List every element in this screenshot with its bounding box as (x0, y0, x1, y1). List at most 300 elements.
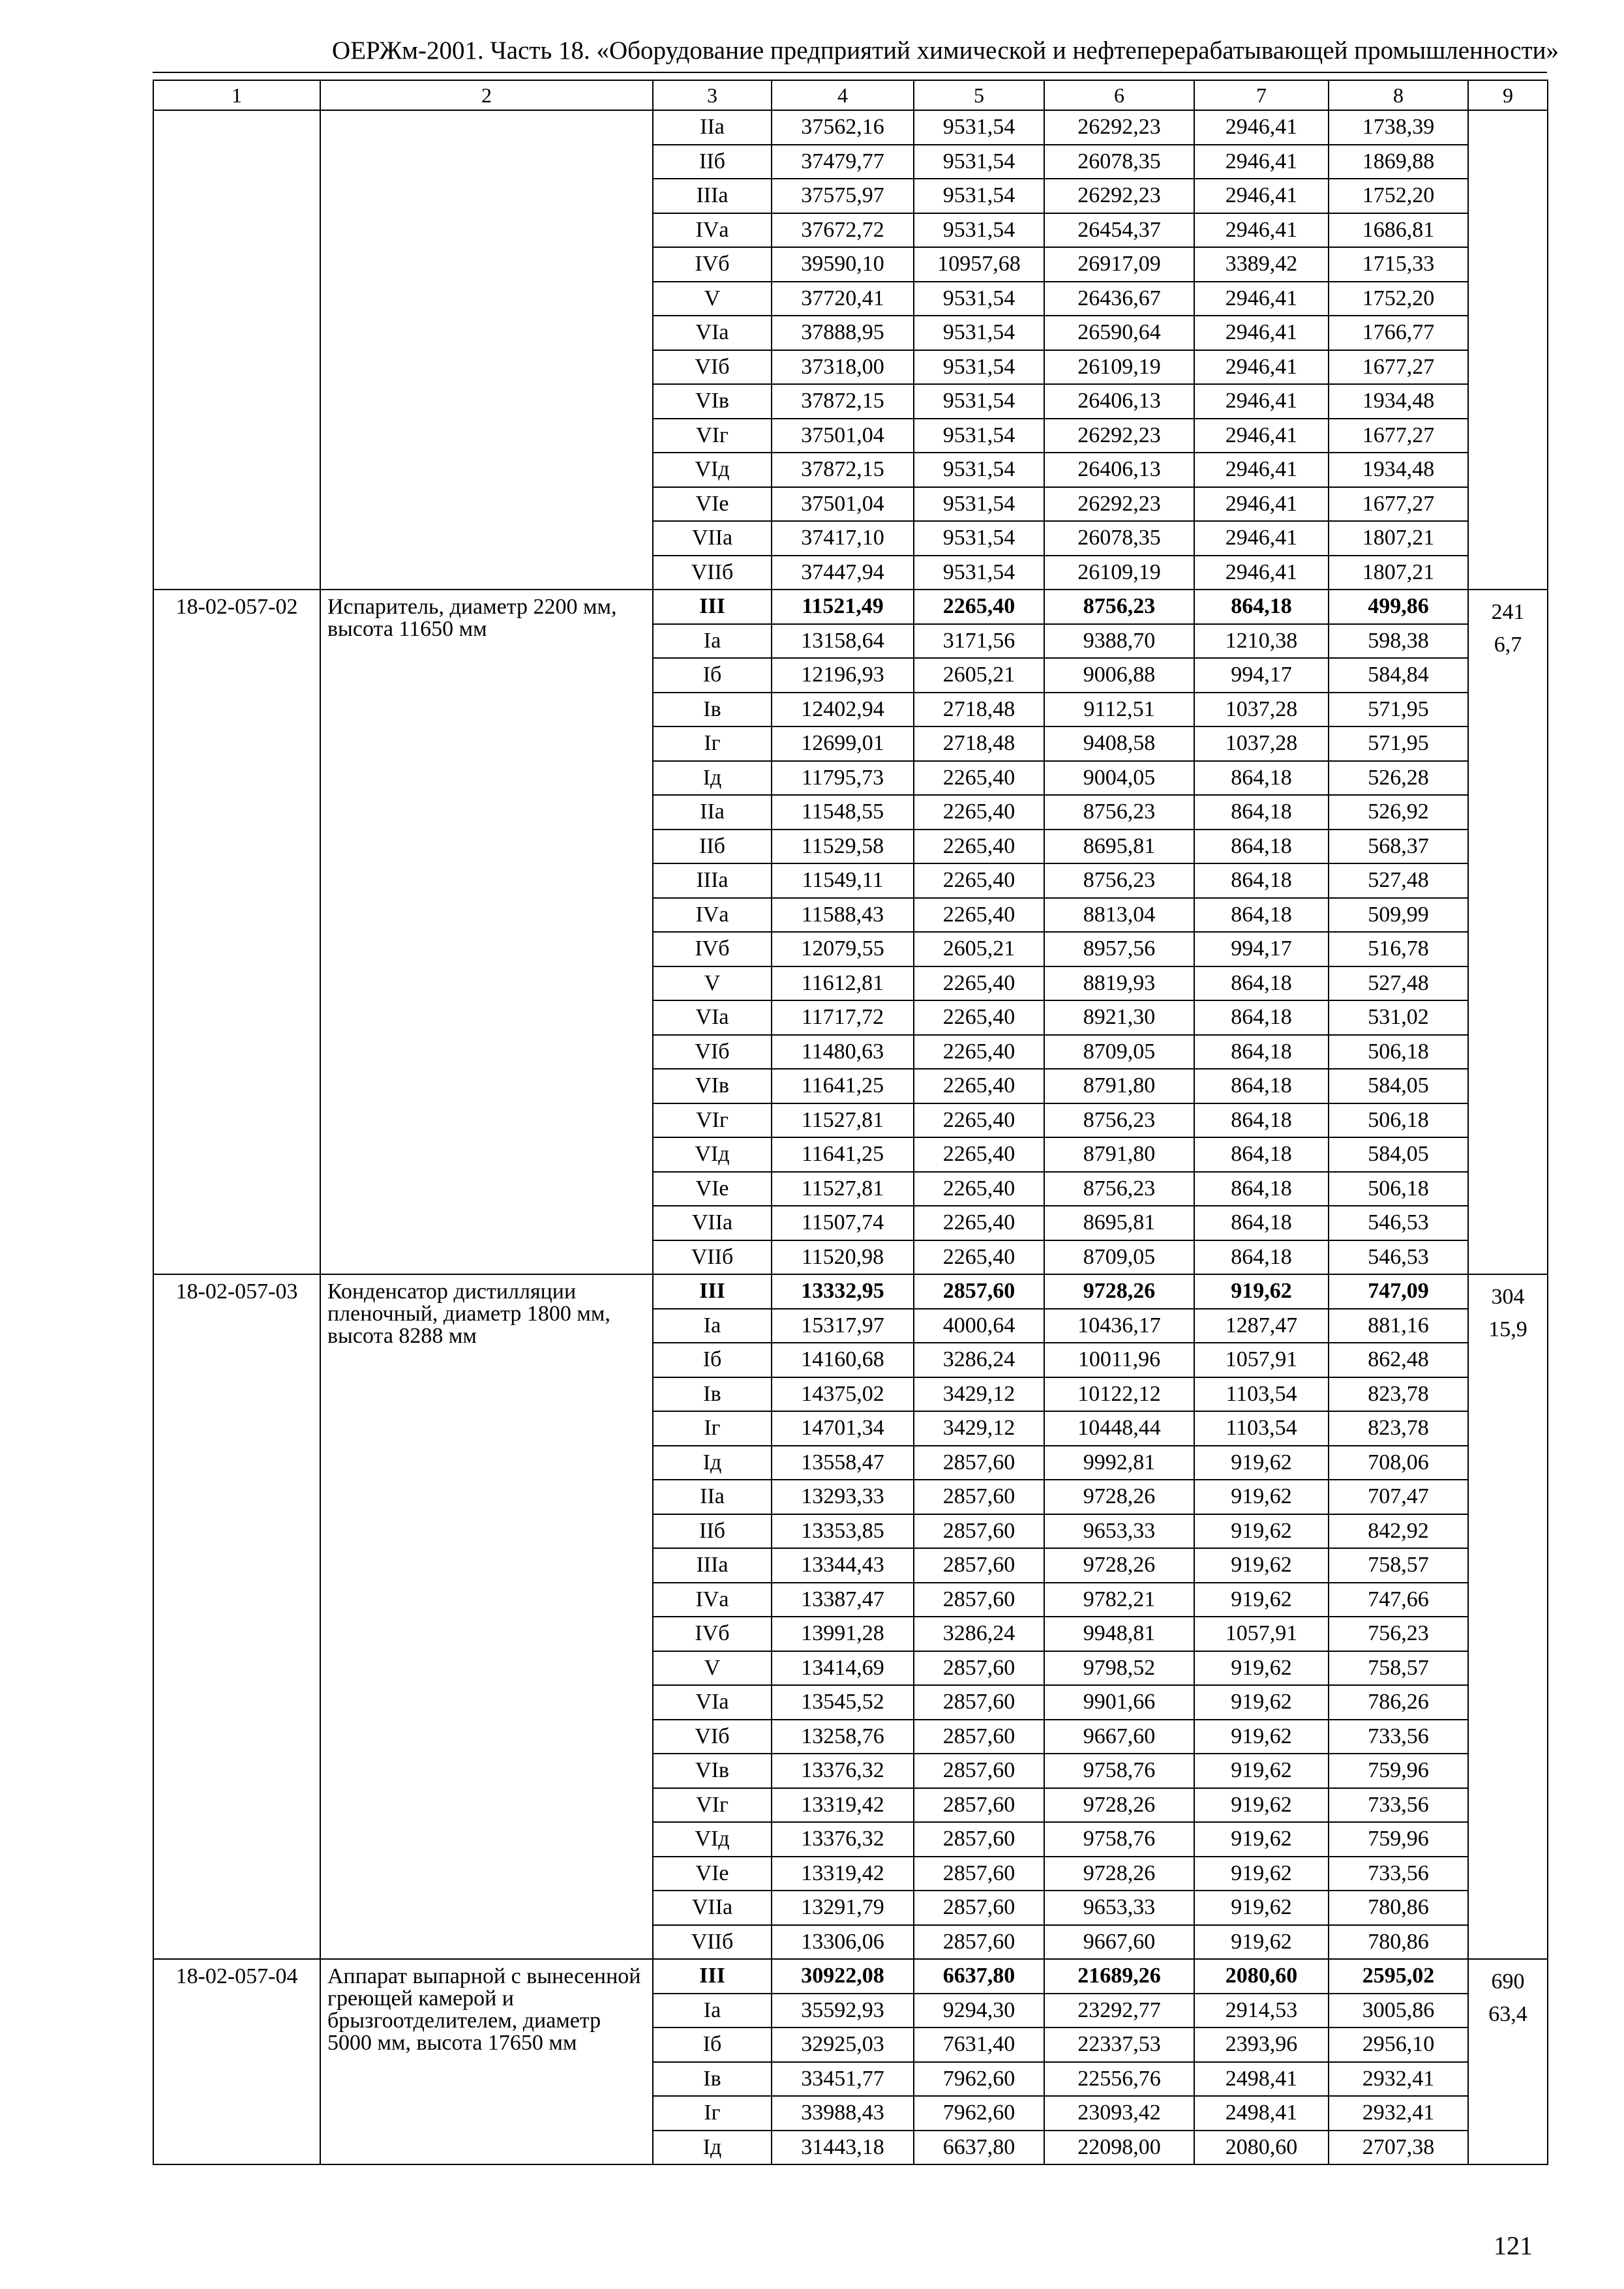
value-cell: 9758,76 (1044, 1754, 1194, 1788)
value-cell: 10011,96 (1044, 1343, 1194, 1377)
value-cell: 26292,23 (1044, 487, 1194, 522)
region-code: Iв (653, 693, 772, 727)
value-cell: 2857,60 (914, 1788, 1044, 1823)
value-cell: 26406,13 (1044, 453, 1194, 487)
value-cell: 31443,18 (772, 2131, 914, 2165)
value-cell: 11520,98 (772, 1240, 914, 1275)
value-cell: 2857,60 (914, 1754, 1044, 1788)
value-cell: 2857,60 (914, 1514, 1044, 1549)
value-cell: 919,62 (1194, 1548, 1329, 1583)
value-cell: 8709,05 (1044, 1240, 1194, 1275)
value-cell: 9531,54 (914, 487, 1044, 522)
region-code: Iд (653, 2131, 772, 2165)
value-cell: 3429,12 (914, 1411, 1044, 1446)
value-cell: 9531,54 (914, 419, 1044, 453)
value-cell: 864,18 (1194, 1069, 1329, 1103)
value-cell: 823,78 (1329, 1411, 1468, 1446)
value-cell: 2265,40 (914, 1103, 1044, 1138)
value-cell: 11521,49 (772, 590, 914, 624)
region-code: Iд (653, 1446, 772, 1480)
region-code: Iв (653, 2062, 772, 2097)
value-cell: 506,18 (1329, 1172, 1468, 1206)
value-cell: 2946,41 (1194, 556, 1329, 590)
value-cell: 864,18 (1194, 1000, 1329, 1035)
value-cell: 33451,77 (772, 2062, 914, 2097)
header-rule (153, 72, 1547, 73)
value-cell: 9653,33 (1044, 1891, 1194, 1925)
value-cell: 864,18 (1194, 1172, 1329, 1206)
value-cell: 862,48 (1329, 1343, 1468, 1377)
value-cell: 546,53 (1329, 1240, 1468, 1275)
value-cell: 919,62 (1194, 1822, 1329, 1857)
row-note: 690 63,4 (1468, 1959, 1548, 2164)
region-code: VIIб (653, 1925, 772, 1960)
value-cell: 756,23 (1329, 1617, 1468, 1651)
equipment-name: Аппарат выпарной с вынесенной греющей камерой и брызгоотделителем, диаметр 5000 мм, высота 17650 мм (320, 1959, 653, 2164)
value-cell: 919,62 (1194, 1720, 1329, 1754)
region-code: Iг (653, 2096, 772, 2131)
value-cell: 11717,72 (772, 1000, 914, 1035)
value-cell: 9667,60 (1044, 1925, 1194, 1960)
value-cell: 506,18 (1329, 1035, 1468, 1070)
region-code: VIд (653, 1822, 772, 1857)
value-cell: 1934,48 (1329, 384, 1468, 419)
value-cell: 733,56 (1329, 1857, 1468, 1891)
value-cell: 8957,56 (1044, 932, 1194, 966)
region-code: VIв (653, 384, 772, 419)
value-cell: 26917,09 (1044, 247, 1194, 282)
value-cell: 13558,47 (772, 1446, 914, 1480)
value-cell: 9408,58 (1044, 726, 1194, 761)
value-cell: 919,62 (1194, 1651, 1329, 1686)
value-cell: 9948,81 (1044, 1617, 1194, 1651)
region-code: VIа (653, 1685, 772, 1720)
value-cell: 6637,80 (914, 2131, 1044, 2165)
region-code: Iд (653, 761, 772, 796)
value-cell: 733,56 (1329, 1720, 1468, 1754)
value-cell: 26078,35 (1044, 145, 1194, 179)
region-code: VIб (653, 1035, 772, 1070)
value-cell: 22556,76 (1044, 2062, 1194, 2097)
value-cell: 919,62 (1194, 1274, 1329, 1309)
value-cell: 13376,32 (772, 1754, 914, 1788)
value-cell: 37562,16 (772, 110, 914, 145)
value-cell: 9901,66 (1044, 1685, 1194, 1720)
value-cell: 37575,97 (772, 179, 914, 213)
value-cell: 9531,54 (914, 110, 1044, 145)
value-cell: 2857,60 (914, 1274, 1044, 1309)
value-cell: 568,37 (1329, 830, 1468, 864)
region-code: IIа (653, 795, 772, 830)
value-cell: 780,86 (1329, 1925, 1468, 1960)
value-cell: 9531,54 (914, 521, 1044, 556)
value-cell: 2498,41 (1194, 2062, 1329, 2097)
value-cell: 919,62 (1194, 1446, 1329, 1480)
value-cell: 1057,91 (1194, 1617, 1329, 1651)
page-number: 121 (1494, 2231, 1533, 2260)
value-cell: 919,62 (1194, 1788, 1329, 1823)
value-cell: 21689,26 (1044, 1959, 1194, 1994)
region-code: IVа (653, 1583, 772, 1617)
value-cell: 1766,77 (1329, 316, 1468, 350)
value-cell: 9112,51 (1044, 693, 1194, 727)
region-code: IIIа (653, 179, 772, 213)
region-code: VIг (653, 419, 772, 453)
value-cell: 919,62 (1194, 1685, 1329, 1720)
value-cell: 32925,03 (772, 2027, 914, 2062)
value-cell: 707,47 (1329, 1480, 1468, 1514)
value-cell: 9006,88 (1044, 658, 1194, 693)
value-cell: 13158,64 (772, 624, 914, 659)
value-cell: 598,38 (1329, 624, 1468, 659)
value-cell: 26590,64 (1044, 316, 1194, 350)
value-cell: 1807,21 (1329, 521, 1468, 556)
value-cell: 9531,54 (914, 316, 1044, 350)
region-code: Iг (653, 726, 772, 761)
region-code: VIа (653, 1000, 772, 1035)
value-cell: 26454,37 (1044, 213, 1194, 248)
value-cell: 9667,60 (1044, 1720, 1194, 1754)
value-cell: 13319,42 (772, 1788, 914, 1823)
value-cell: 526,92 (1329, 795, 1468, 830)
value-cell: 3286,24 (914, 1617, 1044, 1651)
value-cell: 1287,47 (1194, 1309, 1329, 1343)
region-code: Iг (653, 1411, 772, 1446)
value-cell: 9728,26 (1044, 1788, 1194, 1823)
region-code: Iа (653, 624, 772, 659)
value-cell: 1807,21 (1329, 556, 1468, 590)
value-cell: 2605,21 (914, 658, 1044, 693)
row-code: 18-02-057-03 (153, 1274, 320, 1959)
value-cell: 2857,60 (914, 1925, 1044, 1960)
region-code: VIб (653, 1720, 772, 1754)
value-cell: 9531,54 (914, 350, 1044, 385)
value-cell: 2857,60 (914, 1651, 1044, 1686)
value-cell: 23292,77 (1044, 1994, 1194, 2028)
value-cell: 2080,60 (1194, 1959, 1329, 1994)
value-cell: 3005,86 (1329, 1994, 1468, 2028)
value-cell: 35592,93 (772, 1994, 914, 2028)
value-cell: 823,78 (1329, 1377, 1468, 1412)
row-note (1468, 110, 1548, 590)
value-cell: 3171,56 (914, 624, 1044, 659)
value-cell: 3286,24 (914, 1343, 1044, 1377)
value-cell: 26292,23 (1044, 110, 1194, 145)
region-code: IIб (653, 830, 772, 864)
value-cell: 786,26 (1329, 1685, 1468, 1720)
value-cell: 12699,01 (772, 726, 914, 761)
value-cell: 531,02 (1329, 1000, 1468, 1035)
value-cell: 8709,05 (1044, 1035, 1194, 1070)
region-code: VIIа (653, 1206, 772, 1240)
value-cell: 8819,93 (1044, 966, 1194, 1001)
value-cell: 759,96 (1329, 1822, 1468, 1857)
value-cell: 2946,41 (1194, 145, 1329, 179)
value-cell: 9782,21 (1044, 1583, 1194, 1617)
region-code: IIIа (653, 1548, 772, 1583)
value-cell: 584,05 (1329, 1069, 1468, 1103)
row-code: 18-02-057-04 (153, 1959, 320, 2164)
region-code: VIб (653, 350, 772, 385)
row-code: 18-02-057-02 (153, 590, 320, 1274)
value-cell: 1677,27 (1329, 350, 1468, 385)
region-code: Iа (653, 1309, 772, 1343)
value-cell: 2265,40 (914, 1035, 1044, 1070)
value-cell: 11795,73 (772, 761, 914, 796)
value-cell: 9388,70 (1044, 624, 1194, 659)
value-cell: 7962,60 (914, 2096, 1044, 2131)
value-cell: 1686,81 (1329, 213, 1468, 248)
value-cell: 11641,25 (772, 1069, 914, 1103)
value-cell: 571,95 (1329, 693, 1468, 727)
value-cell: 2265,40 (914, 761, 1044, 796)
value-cell: 1103,54 (1194, 1411, 1329, 1446)
value-cell: 2265,40 (914, 1137, 1044, 1172)
value-cell: 8791,80 (1044, 1137, 1194, 1172)
page-header: ОЕРЖм-2001. Часть 18. «Оборудование предприятий химической и нефтеперерабатывающей промышленности» (332, 37, 1559, 65)
value-cell: 864,18 (1194, 863, 1329, 898)
region-code: VIIа (653, 521, 772, 556)
column-number: 2 (320, 80, 653, 110)
value-cell: 2946,41 (1194, 384, 1329, 419)
value-cell: 2265,40 (914, 1206, 1044, 1240)
value-cell: 1934,48 (1329, 453, 1468, 487)
value-cell: 2946,41 (1194, 350, 1329, 385)
value-cell: 8921,30 (1044, 1000, 1194, 1035)
value-cell: 26406,13 (1044, 384, 1194, 419)
value-cell: 527,48 (1329, 966, 1468, 1001)
value-cell: 919,62 (1194, 1514, 1329, 1549)
value-cell: 7962,60 (914, 2062, 1044, 2097)
value-cell: 2946,41 (1194, 213, 1329, 248)
value-cell: 10436,17 (1044, 1309, 1194, 1343)
equipment-name: Испаритель, диаметр 2200 мм, высота 11650 мм (320, 590, 653, 1274)
value-cell: 1057,91 (1194, 1343, 1329, 1377)
value-cell: 584,84 (1329, 658, 1468, 693)
value-cell: 864,18 (1194, 966, 1329, 1001)
value-cell: 2946,41 (1194, 453, 1329, 487)
value-cell: 2605,21 (914, 932, 1044, 966)
table-row (153, 1959, 1548, 1994)
value-cell: 13344,43 (772, 1548, 914, 1583)
value-cell: 11549,11 (772, 863, 914, 898)
value-cell: 10957,68 (914, 247, 1044, 282)
value-cell: 26109,19 (1044, 556, 1194, 590)
value-cell: 499,86 (1329, 590, 1468, 624)
value-cell: 2946,41 (1194, 487, 1329, 522)
value-cell: 919,62 (1194, 1583, 1329, 1617)
value-cell: 9531,54 (914, 384, 1044, 419)
value-cell: 9531,54 (914, 282, 1044, 316)
value-cell: 14375,02 (772, 1377, 914, 1412)
value-cell: 994,17 (1194, 658, 1329, 693)
value-cell: 13376,32 (772, 1822, 914, 1857)
value-cell: 881,16 (1329, 1309, 1468, 1343)
value-cell: 2956,10 (1329, 2027, 1468, 2062)
value-cell: 2946,41 (1194, 179, 1329, 213)
value-cell: 12402,94 (772, 693, 914, 727)
value-cell: 37501,04 (772, 487, 914, 522)
value-cell: 1715,33 (1329, 247, 1468, 282)
value-cell: 546,53 (1329, 1206, 1468, 1240)
value-cell: 9294,30 (914, 1994, 1044, 2028)
region-code: III (653, 590, 772, 624)
value-cell: 1037,28 (1194, 693, 1329, 727)
value-cell: 13545,52 (772, 1685, 914, 1720)
value-cell: 527,48 (1329, 863, 1468, 898)
column-number: 3 (653, 80, 772, 110)
value-cell: 864,18 (1194, 590, 1329, 624)
value-cell: 2946,41 (1194, 282, 1329, 316)
column-number: 1 (153, 80, 320, 110)
value-cell: 571,95 (1329, 726, 1468, 761)
value-cell: 8756,23 (1044, 1103, 1194, 1138)
value-cell: 7631,40 (914, 2027, 1044, 2062)
column-number: 5 (914, 80, 1044, 110)
value-cell: 23093,42 (1044, 2096, 1194, 2131)
value-cell: 37501,04 (772, 419, 914, 453)
value-cell: 14160,68 (772, 1343, 914, 1377)
value-cell: 9004,05 (1044, 761, 1194, 796)
value-cell: 10448,44 (1044, 1411, 1194, 1446)
value-cell: 864,18 (1194, 1035, 1329, 1070)
region-code: Iб (653, 658, 772, 693)
value-cell: 864,18 (1194, 1103, 1329, 1138)
value-cell: 2914,53 (1194, 1994, 1329, 2028)
value-cell: 2857,60 (914, 1480, 1044, 1514)
value-cell: 37447,94 (772, 556, 914, 590)
value-cell: 2857,60 (914, 1548, 1044, 1583)
value-cell: 516,78 (1329, 932, 1468, 966)
value-cell: 9728,26 (1044, 1857, 1194, 1891)
value-cell: 13414,69 (772, 1651, 914, 1686)
value-cell: 1677,27 (1329, 487, 1468, 522)
value-cell: 13387,47 (772, 1583, 914, 1617)
region-code: IVб (653, 932, 772, 966)
region-code: Iб (653, 2027, 772, 2062)
region-code: IIб (653, 145, 772, 179)
value-cell: 2718,48 (914, 726, 1044, 761)
equipment-name (320, 110, 653, 590)
value-cell: 2946,41 (1194, 521, 1329, 556)
value-cell: 526,28 (1329, 761, 1468, 796)
value-cell: 9531,54 (914, 453, 1044, 487)
value-cell: 2265,40 (914, 1069, 1044, 1103)
value-cell: 11527,81 (772, 1172, 914, 1206)
value-cell: 3429,12 (914, 1377, 1044, 1412)
value-cell: 11480,63 (772, 1035, 914, 1070)
value-cell: 2857,60 (914, 1583, 1044, 1617)
region-code: IIа (653, 1480, 772, 1514)
value-cell: 1738,39 (1329, 110, 1468, 145)
value-cell: 2932,41 (1329, 2096, 1468, 2131)
value-cell: 8756,23 (1044, 1172, 1194, 1206)
value-cell: 864,18 (1194, 830, 1329, 864)
value-cell: 37720,41 (772, 282, 914, 316)
value-cell: 747,66 (1329, 1583, 1468, 1617)
value-cell: 14701,34 (772, 1411, 914, 1446)
value-cell: 13291,79 (772, 1891, 914, 1925)
value-cell: 2393,96 (1194, 2027, 1329, 2062)
value-cell: 9728,26 (1044, 1480, 1194, 1514)
region-code: IVб (653, 247, 772, 282)
table-row (153, 110, 1548, 145)
value-cell: 759,96 (1329, 1754, 1468, 1788)
value-cell: 13306,06 (772, 1925, 914, 1960)
value-cell: 8756,23 (1044, 795, 1194, 830)
value-cell: 919,62 (1194, 1925, 1329, 1960)
value-cell: 26078,35 (1044, 521, 1194, 556)
column-number: 9 (1468, 80, 1548, 110)
region-code: VIе (653, 1172, 772, 1206)
value-cell: 842,92 (1329, 1514, 1468, 1549)
equipment-name: Конденсатор дистилляции пленочный, диаметр 1800 мм, высота 8288 мм (320, 1274, 653, 1959)
region-code: IIа (653, 110, 772, 145)
row-note: 241 6,7 (1468, 590, 1548, 1274)
value-cell: 2857,60 (914, 1891, 1044, 1925)
value-cell: 33988,43 (772, 2096, 914, 2131)
value-cell: 2265,40 (914, 966, 1044, 1001)
value-cell: 2857,60 (914, 1446, 1044, 1480)
value-cell: 2265,40 (914, 863, 1044, 898)
region-code: VIв (653, 1069, 772, 1103)
region-code: VIд (653, 453, 772, 487)
region-code: VIIа (653, 1891, 772, 1925)
value-cell: 2932,41 (1329, 2062, 1468, 2097)
region-code: Iб (653, 1343, 772, 1377)
value-cell: 37672,72 (772, 213, 914, 248)
table-row (153, 1274, 1548, 1309)
value-cell: 13991,28 (772, 1617, 914, 1651)
value-cell: 10122,12 (1044, 1377, 1194, 1412)
value-cell: 1037,28 (1194, 726, 1329, 761)
region-code: VIд (653, 1137, 772, 1172)
value-cell: 864,18 (1194, 1206, 1329, 1240)
region-code: V (653, 282, 772, 316)
region-code: Iв (653, 1377, 772, 1412)
value-cell: 30922,08 (772, 1959, 914, 1994)
value-cell: 9531,54 (914, 213, 1044, 248)
value-cell: 11641,25 (772, 1137, 914, 1172)
row-code (153, 110, 320, 590)
region-code: VIг (653, 1788, 772, 1823)
region-code: Iа (653, 1994, 772, 2028)
value-cell: 919,62 (1194, 1754, 1329, 1788)
value-cell: 9728,26 (1044, 1274, 1194, 1309)
value-cell: 994,17 (1194, 932, 1329, 966)
value-cell: 2265,40 (914, 1172, 1044, 1206)
value-cell: 2707,38 (1329, 2131, 1468, 2165)
value-cell: 509,99 (1329, 898, 1468, 933)
value-cell: 864,18 (1194, 898, 1329, 933)
value-cell: 1103,54 (1194, 1377, 1329, 1412)
value-cell: 864,18 (1194, 1240, 1329, 1275)
region-code: VIг (653, 1103, 772, 1138)
value-cell: 1752,20 (1329, 282, 1468, 316)
value-cell: 13319,42 (772, 1857, 914, 1891)
value-cell: 9531,54 (914, 556, 1044, 590)
region-code: III (653, 1959, 772, 1994)
region-code: VIв (653, 1754, 772, 1788)
region-code: VIа (653, 316, 772, 350)
value-cell: 8813,04 (1044, 898, 1194, 933)
value-cell: 2857,60 (914, 1857, 1044, 1891)
region-code: V (653, 1651, 772, 1686)
region-code: IIб (653, 1514, 772, 1549)
value-cell: 2718,48 (914, 693, 1044, 727)
value-cell: 708,06 (1329, 1446, 1468, 1480)
value-cell: 506,18 (1329, 1103, 1468, 1138)
